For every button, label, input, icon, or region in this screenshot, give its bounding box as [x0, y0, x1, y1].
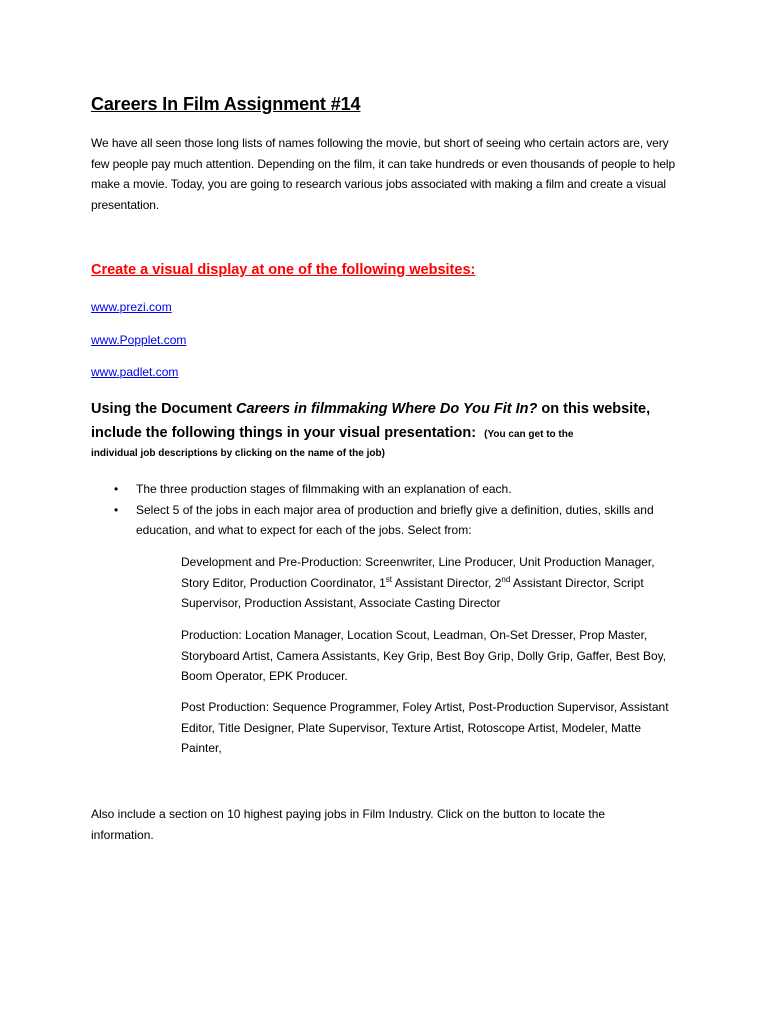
requirements-list — [111, 479, 671, 541]
page-title: Careers In Film Assignment #14 — [91, 94, 361, 114]
development-text-2: Assistant Director, 2 — [392, 575, 502, 590]
intro-paragraph: We have all seen those long lists of names following the movie, but short of seeing who certain actors are, very few people pay much attention. Depending on the film, it can take hundreds or even thousands of people to help make a movie. Today, you are going to research various jobs associated with making a film and create a visual presentation. — [91, 136, 676, 212]
post-production-jobs-paragraph: Post Production: Sequence Programmer, Foley Artist, Post-Production Supervisor, Assistant Editor, Title Designer, Plate Supervisor, Texture Artist, Rotoscope Artist, Modeler, Matte Painter, — [181, 700, 669, 755]
list-item — [111, 479, 671, 500]
doc-heading-title: Careers in filmmaking Where Do You Fit In? — [236, 401, 538, 417]
prezi-link[interactable]: www.prezi.com — [91, 300, 172, 314]
document-instructions-heading — [91, 397, 691, 461]
development-sup-2: nd — [501, 574, 511, 584]
doc-heading-note-b: individual job descriptions by clicking on the name of the job) — [91, 448, 385, 459]
doc-heading-pre: Using the Document — [91, 401, 237, 417]
list-item-text: The three production stages of filmmaking with an explanation of each. — [136, 482, 512, 496]
development-text-3: Assistant Director, Script Supervisor, Production Assistant, Associate Casting Director — [181, 575, 644, 610]
doc-heading-post: on this website, include the following things in your visual presentation: — [91, 401, 651, 441]
list-item — [111, 500, 671, 541]
doc-heading-note-a: (You can get to the — [484, 429, 574, 440]
popplet-link[interactable]: www.Popplet.com — [91, 333, 187, 347]
bullet-icon: • — [114, 502, 119, 517]
development-text-1: Development and Pre-Production: Screenwriter, Line Producer, Unit Production Manager, Story Editor, Production Coordinator, 1 — [181, 555, 655, 590]
closing-paragraph: Also include a section on 10 highest paying jobs in Film Industry. Click on the button to locate the information. — [91, 807, 606, 842]
development-sup-1: st — [385, 574, 393, 584]
list-item-text: Select 5 of the jobs in each major area of production and briefly give a definition, duties, skills and education, and what to expect for each of the jobs. Select from: — [136, 502, 654, 537]
websites-heading: Create a visual display at one of the following websites: — [91, 262, 476, 278]
padlet-link[interactable]: www.padlet.com — [91, 365, 179, 379]
bullet-icon: • — [114, 482, 119, 496]
production-jobs-paragraph: Production: Location Manager, Location Scout, Leadman, On-Set Dresser, Prop Master, Storyboard Artist, Camera Assistants, Key Grip, Best Boy Grip, Dolly Grip, Gaffer, Best Boy, Boom Operator, EPK Producer. — [181, 628, 667, 683]
development-jobs-paragraph — [181, 552, 681, 614]
